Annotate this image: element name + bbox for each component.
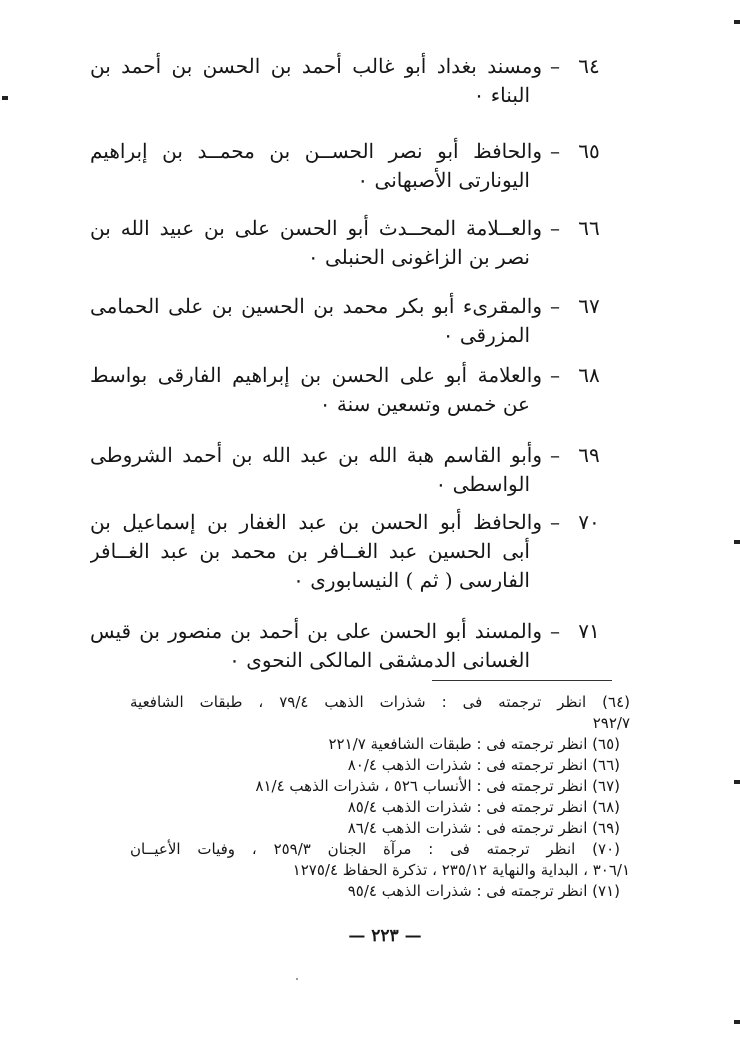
footnote-line: (٧٠) انظر ترجمته فى : مرآة الجنان ٢٥٩/٣ ، وفيات الأعيــان xyxy=(130,840,620,858)
entry-dash: – xyxy=(550,294,560,318)
entry-line: والحافظ أبو نصر الحســن بن محمــد بن إبراهيم xyxy=(90,139,542,163)
entry-65 xyxy=(90,137,610,195)
footnote-line: (٦٨) انظر ترجمته فى : شذرات الذهب ٨٥/٤ xyxy=(347,798,620,816)
footnote-line: (٦٦) انظر ترجمته فى : شذرات الذهب ٨٠/٤ xyxy=(347,756,620,774)
entry-67 xyxy=(90,292,610,350)
entry-number: ٦٩ xyxy=(578,443,600,467)
entry-line: الفارسى ( ثم ) النيسابورى ٠ xyxy=(293,568,530,592)
scan-mark xyxy=(734,20,740,24)
entry-line: الغسانى الدمشقى المالكى النحوى ٠ xyxy=(229,648,530,672)
footnote-line: (٦٩) انظر ترجمته فى : شذرات الذهب ٨٦/٤ xyxy=(347,819,620,837)
scan-mark xyxy=(734,540,740,544)
scan-speck xyxy=(296,978,298,980)
entry-line: أبى الحسين عبد الغــافر بن محمد بن عبد الغــافر xyxy=(90,539,530,563)
page-number: — ٢٢٣ — xyxy=(348,926,422,946)
entry-line: الواسطى ٠ xyxy=(435,472,530,496)
footnotes xyxy=(130,692,630,902)
footnote-line: (٦٤) انظر ترجمته فى : شذرات الذهب ٧٩/٤ ، طبقات الشافعية xyxy=(130,693,630,711)
entry-line: وأبو القاسم هبة الله بن عبد الله بن أحمد الشروطى xyxy=(90,443,542,467)
entry-number: ٧٠ xyxy=(578,510,600,534)
entry-69 xyxy=(90,441,610,499)
entry-dash: – xyxy=(550,619,560,643)
footnote-line: (٧١) انظر ترجمته فى : شذرات الذهب ٩٥/٤ xyxy=(347,882,620,900)
entry-number: ٦٨ xyxy=(578,363,600,387)
footnote-line: (٦٧) انظر ترجمته فى : الأنساب ٥٢٦ ، شذرات الذهب ٨١/٤ xyxy=(255,777,620,795)
entry-line: اليونارتى الأصبهانى ٠ xyxy=(357,168,530,192)
entry-64 xyxy=(90,52,610,110)
entry-dash: – xyxy=(550,363,560,387)
entry-dash: – xyxy=(550,216,560,240)
footnote-line: ٢٩٢/٧ xyxy=(592,714,630,732)
entry-line: والعــلامة المحــدث أبو الحسن على بن عبيد الله بن xyxy=(90,216,542,240)
entry-70 xyxy=(90,508,610,595)
entry-dash: – xyxy=(550,510,560,534)
footnote-line: ٣٠٦/١ ، البداية والنهاية ٢٣٥/١٢ ، تذكرة الحفاظ ١٢٧٥/٤ xyxy=(292,861,630,879)
entry-line: نصر بن الزاغونى الحنبلى ٠ xyxy=(307,245,530,269)
scan-mark xyxy=(2,96,8,100)
entry-line: والحافظ أبو الحسن بن عبد الغفار بن إسماعيل بن xyxy=(90,510,542,534)
entry-dash: – xyxy=(550,139,560,163)
entry-line: ومسند بغداد أبو غالب أحمد بن الحسن بن أحمد بن xyxy=(90,54,542,78)
scan-mark xyxy=(734,1020,740,1024)
entry-number: ٦٥ xyxy=(578,139,600,163)
entry-dash: – xyxy=(550,54,560,78)
entry-71 xyxy=(90,617,610,675)
entry-dash: – xyxy=(550,443,560,467)
footnote-divider xyxy=(432,680,612,681)
entry-number: ٦٧ xyxy=(578,294,600,318)
entry-66 xyxy=(90,214,610,272)
scan-mark xyxy=(734,780,740,784)
entry-number: ٦٦ xyxy=(578,216,600,240)
entry-line: والعلامة أبو على الحسن بن إبراهيم الفارقى بواسط xyxy=(90,363,542,387)
entry-line: عن خمس وتسعين سنة ٠ xyxy=(319,392,530,416)
entry-line: والمقرىء أبو بكر محمد بن الحسين بن على الحمامى xyxy=(90,294,542,318)
entry-line: المزرقى ٠ xyxy=(442,323,530,347)
entry-68 xyxy=(90,361,610,419)
entry-line: والمسند أبو الحسن على بن أحمد بن منصور بن قيس xyxy=(90,619,542,643)
entry-line: البناء ٠ xyxy=(473,83,530,107)
entry-number: ٦٤ xyxy=(578,54,600,78)
footnote-line: (٦٥) انظر ترجمته فى : طبقات الشافعية ٢٢١/٧ xyxy=(328,735,620,753)
entry-number: ٧١ xyxy=(578,619,600,643)
